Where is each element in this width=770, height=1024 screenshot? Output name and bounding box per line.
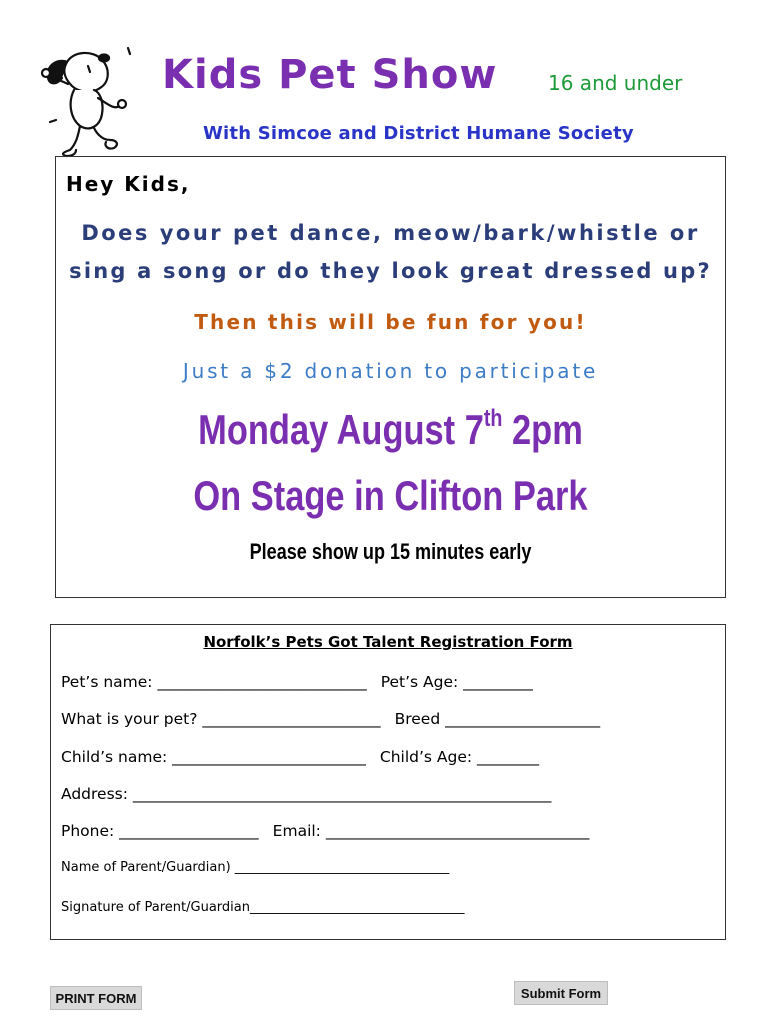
form-row-child [61,748,539,766]
form-row-pet-type [61,710,600,728]
event-time: 2pm [502,406,583,453]
pet-type-field[interactable]: What is your pet? _______________________ [61,710,381,728]
arrival-note: Please show up 15 minutes early [249,539,532,564]
dancing-dog-icon [38,44,138,159]
event-location: On Stage in Clifton Park [193,472,588,519]
organizer-subtitle: With Simcoe and District Humane Society [203,123,634,144]
fun-line: Then this will be fun for you! [194,310,587,334]
registration-form-box [50,624,726,940]
donation-line: Just a $2 donation to participate [182,359,599,383]
parent-name-field[interactable]: Name of Parent/Guardian) _________________________________ [61,860,450,875]
age-limit-note: 16 and under [548,71,683,95]
parent-signature-field[interactable]: Signature of Parent/Guardian_________________________________ [61,900,465,915]
submit-form-button[interactable]: Submit Form [514,981,608,1005]
event-date-main: Monday August 7 [198,406,484,453]
form-row-pet [61,673,533,691]
greeting: Hey Kids, [66,172,191,196]
page-title: Kids Pet Show [162,52,498,98]
form-title: Norfolk’s Pets Got Talent Registration Form [203,633,573,651]
form-row-contact [61,822,589,840]
event-date-suffix: th [483,405,503,432]
pet-age-field[interactable]: Pet’s Age: _________ [380,673,533,691]
question-line-1: Does your pet dance, meow/bark/whistle or [81,221,700,245]
question-line-2: sing a song or do they look great dressed up? [69,259,712,283]
phone-field[interactable]: Phone: __________________ [61,822,259,840]
print-form-button[interactable]: PRINT FORM [50,986,142,1010]
breed-field[interactable]: Breed ____________________ [394,710,601,728]
pet-name-field[interactable]: Pet’s name: ___________________________ [61,673,367,691]
child-name-field[interactable]: Child’s name: _________________________ [61,748,366,766]
event-date [115,405,665,454]
email-field[interactable]: Email: __________________________________ [272,822,590,840]
child-age-field[interactable]: Child’s Age: ________ [379,748,540,766]
address-field[interactable]: Address: ______________________________________________________ [61,785,552,803]
